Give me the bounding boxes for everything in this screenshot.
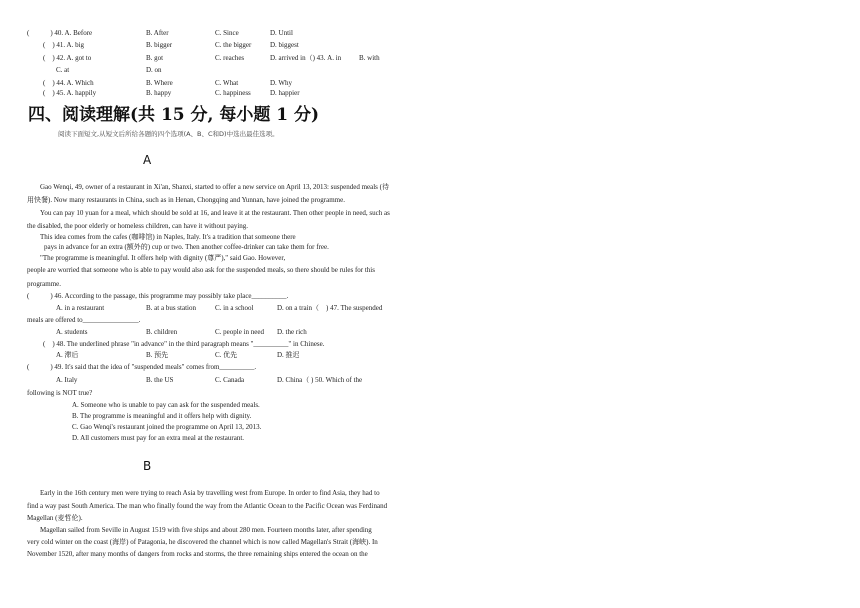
q43-option-c: C. at [56, 66, 70, 74]
passage-b-label: B [143, 459, 152, 473]
q49-stem: ( ) 49. It's said that the idea of "suspended meals" comes from__________. [27, 363, 257, 371]
q49-option-a: A. Italy [56, 376, 78, 384]
q46-option-d: D. on a train（ ) 47. The suspended [277, 304, 383, 312]
q49-option-b: B. the US [146, 376, 174, 384]
q48-option-b: B. 预先 [146, 351, 169, 359]
q42-option-b: B. got [146, 54, 164, 62]
q42-number: ( ) 42. A. got to [43, 54, 92, 62]
section-heading: 四、阅读理解(共 15 分, 每小题 1 分) [28, 105, 320, 125]
instructions: 阅读下面短文,从短文后所给各题的四个选项(A、B、C和D)中选出最佳选项。 [58, 130, 279, 138]
q50-stem: following is NOT true? [27, 389, 93, 397]
q46-option-b: B. at a bus station [146, 304, 196, 312]
q41-option-b: B. bigger [146, 41, 173, 49]
q44-option-b: B. Where [146, 79, 173, 87]
q40-option-b: B. After [146, 29, 169, 37]
passage-b-line: November 1520, after many months of dangers from rocks and storms, the three remaining ships entered the ocean on the [27, 550, 368, 558]
q42-option-d: D. arrived in（) 43. A. in [270, 54, 342, 62]
q47-stem: meals are offered to________________. [27, 316, 141, 324]
q48-stem: ( ) 48. The underlined phrase "in advance" in the third paragraph means "__________" in Chinese. [43, 340, 325, 348]
q48-option-a: A. 滞后 [56, 351, 79, 359]
q46-stem: ( ) 46. According to the passage, this programme may possibly take place__________. [27, 292, 289, 300]
q44-number: ( ) 44. A. Which [43, 79, 94, 87]
q41-option-c: C. the bigger [215, 41, 252, 49]
passage-a-line: people are worried that someone who is able to pay would also ask for the suspended meals, so there should be rules for this [27, 266, 375, 274]
q45-option-b: B. happy [146, 89, 172, 97]
q44-option-d: D. Why [270, 79, 293, 87]
q40-option-c: C. Since [215, 29, 239, 37]
q40-number: ( ) 40. A. Before [27, 29, 93, 37]
q50-option-c: C. Gao Wenqi's restaurant joined the programme on April 13, 2013. [72, 423, 262, 431]
passage-b-line: very cold winter on the coast (海岸) of Patagonia, he discovered the channel which is now called Magellan's Strait (海峡). In [27, 538, 378, 546]
q47-option-b: B. children [146, 328, 178, 336]
q47-option-c: C. people in need [215, 328, 264, 336]
passage-b-line: Magellan (麦哲伦). [27, 514, 83, 522]
q50-option-a: A. Someone who is unable to pay can ask for the suspended meals. [72, 401, 260, 409]
q47-option-d: D. the rich [277, 328, 307, 336]
passage-a-line: the disabled, the poor elderly or homeless children, can have it without paying. [27, 222, 249, 230]
passage-b-line: find a way past South America. The man who finally found the way from the Atlantic Ocean to the Pacific Ocean was Ferdinand [27, 502, 388, 510]
passage-a-line-underlined: pays in advance for an extra (额外的) cup or two. Then another coffee-drinker can take them for free. [44, 243, 329, 251]
q40-option-d: D. Until [270, 29, 293, 37]
passage-a-line: programme. [27, 280, 62, 288]
passage-a-line: You can pay 10 yuan for a meal, which should be sold at 16, and leave it at the restaurant. Then other people in need, such as [40, 209, 390, 217]
q45-option-d: D. happier [270, 89, 300, 97]
q41-option-d: D. biggest [270, 41, 299, 49]
passage-a-line: Gao Wenqi, 49, owner of a restaurant in Xi'an, Shanxi, started to offer a new service on April 13, 2013: suspended meals (待 [40, 183, 389, 191]
q48-option-d: D. 推迟 [277, 351, 300, 359]
q43-option-b: B. with [359, 54, 380, 62]
q47-option-a: A. students [56, 328, 88, 336]
passage-b-line: Magellan sailed from Seville in August 1519 with five ships and about 280 men. Fourteen months later, after spending [40, 526, 372, 534]
q45-option-c: C. happiness [215, 89, 251, 97]
q41-number: ( ) 41. A. big [43, 41, 85, 49]
q50-option-d: D. All customers must pay for an extra meal at the restaurant. [72, 434, 245, 442]
q46-option-a: A. in a restaurant [56, 304, 105, 312]
q50-option-b: B. The programme is meaningful and it offers help with dignity. [72, 412, 252, 420]
q49-option-d: D. China（ ) 50. Which of the [277, 376, 363, 384]
passage-a-line: This idea comes from the cafes (咖啡馆) in Naples, Italy. It's a tradition that someone there [40, 233, 296, 241]
passage-a-label: A [143, 153, 152, 167]
q48-option-c: C. 优先 [215, 351, 238, 359]
q44-option-c: C. What [215, 79, 239, 87]
q42-option-c: C. reaches [215, 54, 245, 62]
passage-a-line: 用快餐). Now many restaurants in China, such as in Henan, Chongqing and Yunnan, have joined the programme. [27, 196, 345, 204]
passage-a-line: "The programme is meaningful. It offers help with dignity (尊严)," said Gao. However, [40, 254, 286, 262]
passage-b-line: Early in the 16th century men were trying to reach Asia by travelling west from Europe. In order to find Asia, they had to [40, 489, 380, 497]
q46-option-c: C. in a school [215, 304, 254, 312]
q49-option-c: C. Canada [215, 376, 245, 384]
q43-option-d: D. on [146, 66, 162, 74]
q45-number: ( ) 45. A. happily [43, 89, 97, 97]
